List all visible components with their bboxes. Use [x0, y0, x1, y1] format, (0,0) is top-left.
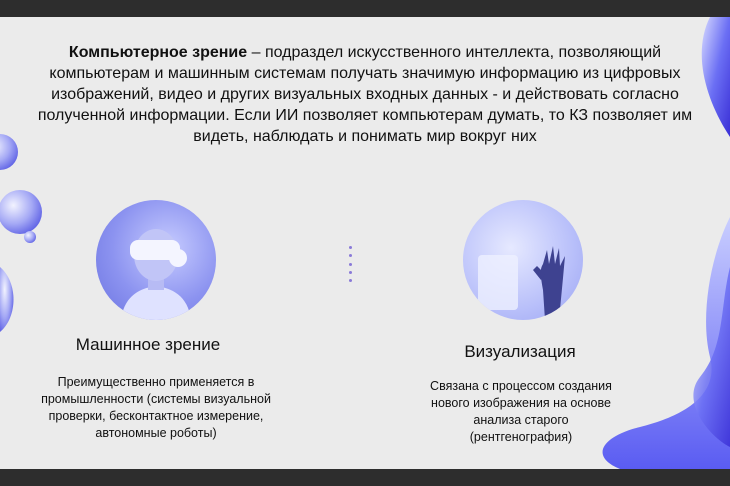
intro-term: Компьютерное зрение: [68, 44, 248, 61]
decorative-bubbles-left: [0, 117, 60, 357]
visualization-title: Визуализация: [464, 342, 576, 361]
vr-headset-photo: [96, 200, 216, 320]
robot-hand-photo: [463, 200, 583, 320]
slide: [0, 17, 730, 469]
intro-text: – подраздел искусственного интеллекта, позволяющий компьютерам и машинным системам получать значимую информацию из цифровых изображений, видео и других визуальных входных данных - и действовать согласно полученной информации. Если ИИ позволяет компьютерам думать, то КЗ позволяет им видеть, наблюдать и понимать мир вокруг них: [37, 44, 693, 145]
intro-paragraph: [30, 42, 700, 147]
machine-vision-description: Преимущественно применяется в промышленности (системы визуальной проверки, бесконтактное измерение, автономные роботы): [41, 375, 271, 440]
machine-vision-title: Машинное зрение: [75, 335, 221, 354]
visualization-description: Связана с процессом создания нового изображения на основе анализа старого (рентгенография): [430, 379, 612, 444]
top-frame-bar: [0, 0, 730, 17]
separator-dots: [349, 246, 353, 282]
bottom-frame-bar: [0, 469, 730, 486]
